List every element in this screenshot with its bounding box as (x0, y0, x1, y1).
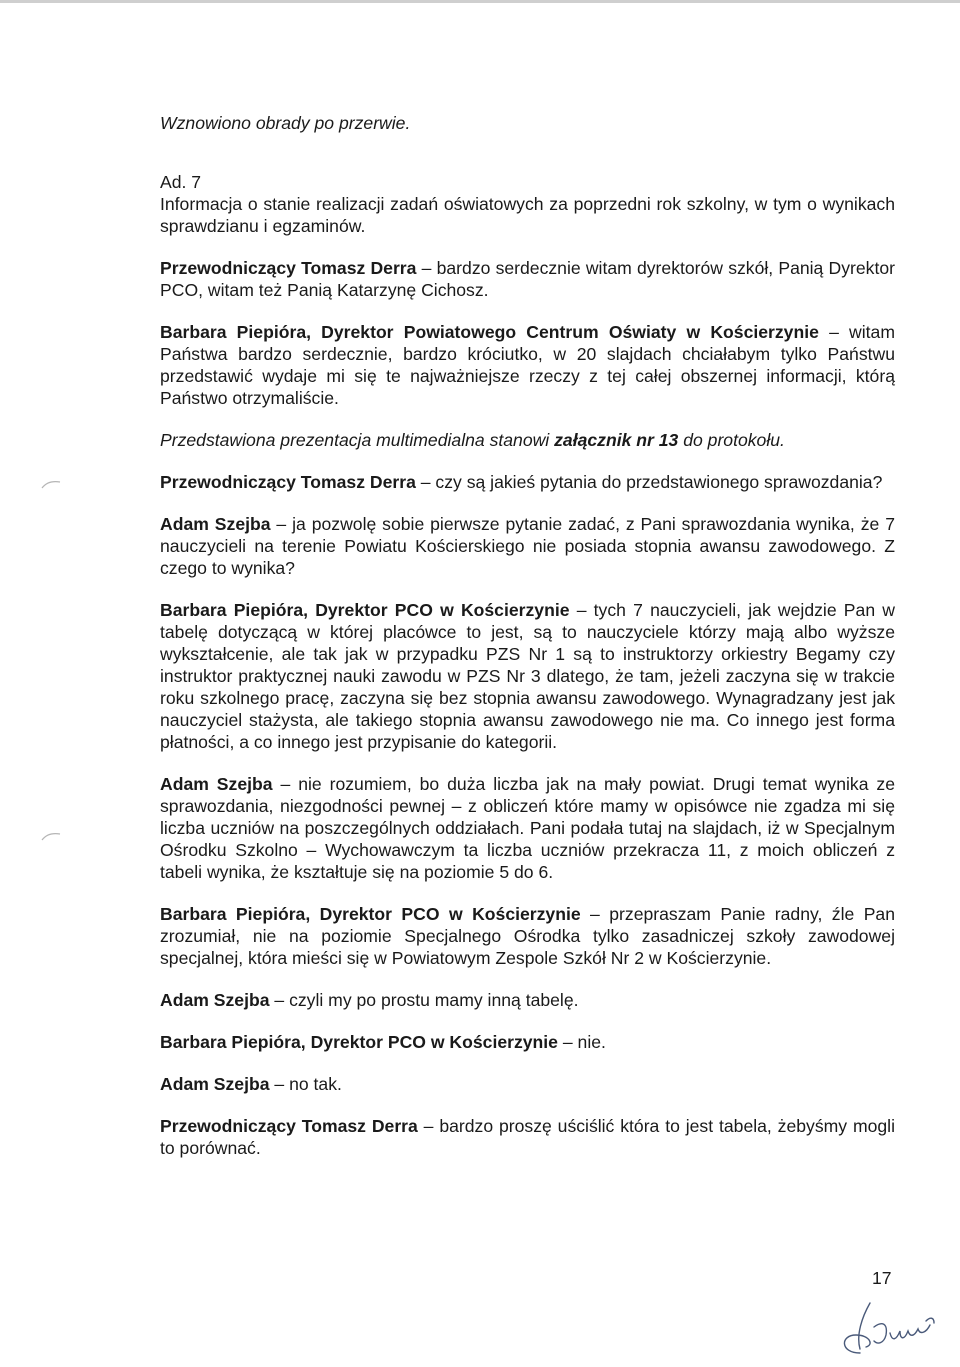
statement: – bardzo serdecznie witam dyrektorów szkół, Panią Dyrektor PCO, witam też Panią Katarzynę Cichosz. (160, 258, 896, 300)
resume-note-text: Wznowiono obrady po przerwie. (160, 113, 411, 133)
statement: – witam Państwa bardzo serdecznie, bardzo króciutko, w 20 slajdach chciałabym tylko Państwu przedstawić wydaje mi się te najważniejsze rzeczy z tej całej obszernej informacji, którą Państwo otrzymaliście. (160, 322, 895, 408)
note-text: Przedstawiona prezentacja multimedialna stanowi (160, 430, 555, 450)
margin-mark-icon (40, 830, 62, 842)
statement: – nie rozumiem, bo duża liczba jak na mały powiat. Drugi temat wynika ze sprawozdania, niezgodności pewnej – z obliczeń które mamy w opisówce nie zgadza mi się liczba uczniów na poszczególnych oddziałach. Pani podała tutaj na slajdach, iż w Specjalnym Ośrodku Szkolno – Wychowawczym ta liczba uczniów przekracza 11, z moich obliczeń z tabeli wynika, że kształtuje się na poziomie 5 do 6. (160, 774, 895, 882)
statement: – bardzo proszę uściślić która to jest tabela, żebyśmy mogli to porównać. (160, 1116, 895, 1158)
speaker: Barbara Piepióra, Dyrektor PCO w Kościerzynie (160, 904, 581, 924)
agenda-item (160, 171, 895, 237)
margin-mark-icon (40, 478, 62, 490)
paragraph-14 (160, 1115, 895, 1159)
statement: – czyli my po prostu mamy inną tabelę. (269, 990, 579, 1010)
paragraph-8 (160, 599, 895, 753)
resume-note (160, 112, 895, 134)
note-text: do protokołu. (678, 430, 785, 450)
speaker: Barbara Piepióra, Dyrektor PCO w Kościerzynie (160, 1032, 558, 1052)
paragraph-3 (160, 257, 895, 301)
paragraph-4 (160, 321, 895, 409)
attachment-reference: załącznik nr 13 (554, 430, 679, 450)
speaker: Barbara Piepióra, Dyrektor Powiatowego Centrum Oświaty w Kościerzynie (160, 322, 819, 342)
agenda-heading: Ad. 7 (160, 172, 202, 192)
speaker: Adam Szejba (160, 774, 273, 794)
paragraph-11 (160, 989, 895, 1011)
attachment-note (160, 429, 895, 451)
page-number: 17 (872, 1268, 892, 1288)
agenda-description: Informacja o stanie realizacji zadań oświatowych za poprzedni rok szkolny, w tym o wynikach sprawdzianu i egzaminów. (160, 194, 895, 236)
speaker: Adam Szejba (160, 990, 270, 1010)
document-body (160, 112, 895, 1179)
speaker: Przewodniczący Tomasz Derra (160, 258, 417, 278)
paragraph-12 (160, 1031, 895, 1053)
statement: – nie. (557, 1032, 606, 1052)
statement: – czy są jakieś pytania do przedstawionego sprawozdania? (415, 472, 883, 492)
signature-icon (830, 1295, 945, 1357)
scan-top-border (0, 0, 960, 3)
speaker: Przewodniczący Tomasz Derra (160, 472, 416, 492)
speaker: Adam Szejba (160, 514, 271, 534)
statement: – no tak. (269, 1074, 342, 1094)
paragraph-7 (160, 513, 895, 579)
paragraph-9 (160, 773, 895, 883)
speaker: Barbara Piepióra, Dyrektor PCO w Kościerzynie (160, 600, 570, 620)
statement: – przepraszam Panie radny, źle Pan zrozumiał, nie na poziomie Specjalnego Ośrodka tylko zasadniczej szkoły zawodowej specjalnej, która mieści się w Powiatowym Zespole Szkół Nr 2 w Kościerzynie. (160, 904, 895, 968)
statement: – ja pozwolę sobie pierwsze pytanie zadać, z Pani sprawozdania wynika, że 7 nauczycieli na terenie Powiatu Kościerskiego nie posiada stopnia awansu zawodowego. Z czego to wynika? (160, 514, 895, 578)
paragraph-13 (160, 1073, 895, 1095)
paragraph-10 (160, 903, 895, 969)
speaker: Adam Szejba (160, 1074, 270, 1094)
statement: – tych 7 nauczycieli, jak wejdzie Pan w tabelę dotyczącą w której placówce to jest, są to nauczyciele którzy mają albo wyższe wykształcenie, ale tak jak w przypadku PZS Nr 1 są to instruktorzy orkiestry Begamy czy instruktor praktycznej nauki zawodu w PZS Nr 3 dlatego, że tam, jeżeli zaczyna się w trakcie roku szkolnego pracę, zaczyna się bez stopnia awansu zawodowego. Wynagradzany jest jak nauczyciel stażysta, ale takiego stopnia awansu zawodowego nie ma. Co innego jest forma płatności, a co innego jest przypisanie do kategorii. (160, 600, 895, 752)
paragraph-6 (160, 471, 895, 493)
speaker: Przewodniczący Tomasz Derra (160, 1116, 418, 1136)
